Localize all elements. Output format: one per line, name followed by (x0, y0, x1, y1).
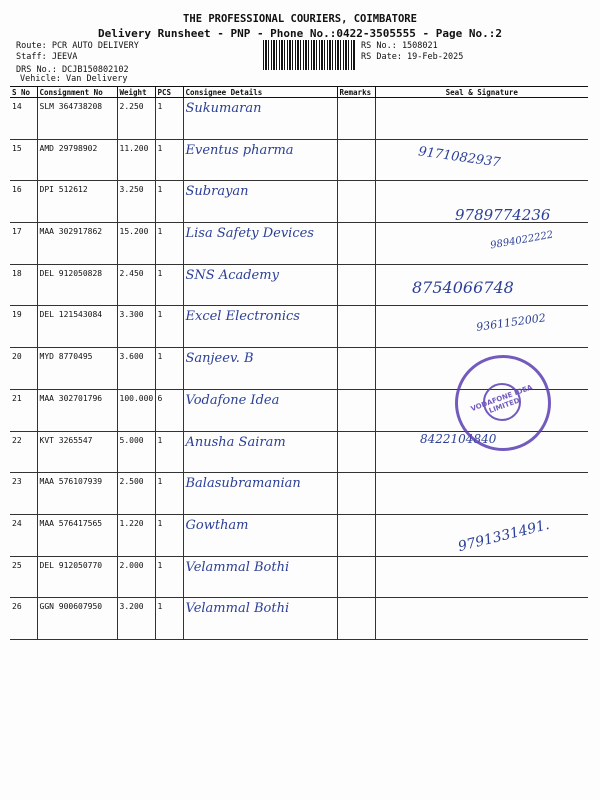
row-pcs: 6 (155, 389, 183, 431)
row-weight: 2.450 (117, 264, 155, 306)
rs-number: RS No.: 1508021 (361, 41, 438, 51)
barcode (263, 40, 355, 70)
row-sno: 24 (10, 514, 37, 556)
row-remarks (337, 139, 375, 181)
row-remarks (337, 514, 375, 556)
row-weight: 1.220 (117, 514, 155, 556)
row-consignment: MAA 302701796 (37, 389, 117, 431)
row-consignee: Anusha Sairam (183, 431, 337, 473)
vehicle-info: Vehicle: Van Delivery (20, 74, 128, 84)
drs-number: DRS No.: DCJB150802102 (16, 65, 129, 75)
signature-phone-19: 9361152002 (475, 311, 547, 334)
row-signature (375, 98, 588, 140)
row-consignee: Velammal Bothi (183, 556, 337, 598)
row-consignee: Eventus pharma (183, 139, 337, 181)
row-sno: 18 (10, 264, 37, 306)
row-weight: 2.500 (117, 473, 155, 515)
col-signature: Seal & Signature (375, 87, 588, 98)
signature-phone-18: 8754066748 (412, 278, 514, 297)
row-consignee: Sukumaran (183, 98, 337, 140)
row-consignment: MYD 8770495 (37, 348, 117, 390)
row-consignment: AMD 29798902 (37, 139, 117, 181)
row-sno: 19 (10, 306, 37, 348)
company-stamp (455, 355, 551, 451)
signature-phone-25: 9791331491. (456, 516, 552, 556)
row-consignment: DEL 912050770 (37, 556, 117, 598)
row-consignee: SNS Academy (183, 264, 337, 306)
row-remarks (337, 389, 375, 431)
rs-date: RS Date: 19-Feb-2025 (361, 52, 464, 62)
row-signature (375, 598, 588, 640)
row-sno: 22 (10, 431, 37, 473)
row-consignee: Excel Electronics (183, 306, 337, 348)
row-consignee: Lisa Safety Devices (183, 223, 337, 265)
table-row (10, 556, 588, 598)
stamp-text: VODAFONE IDEA LIMITED (469, 383, 534, 415)
col-pcs: PCS (155, 87, 183, 98)
row-weight: 2.000 (117, 556, 155, 598)
signature-phone-15: 9171082937 (417, 144, 502, 171)
row-remarks (337, 598, 375, 640)
row-remarks (337, 348, 375, 390)
row-consignee: Balasubramanian (183, 473, 337, 515)
staff-info: Staff: JEEVA (16, 52, 78, 62)
row-remarks (337, 223, 375, 265)
row-sno: 21 (10, 389, 37, 431)
row-weight: 15.200 (117, 223, 155, 265)
row-consignee: Vodafone Idea (183, 389, 337, 431)
signature-phone-16: 9789774236 (455, 206, 551, 224)
table-header (10, 87, 588, 98)
row-signature (375, 223, 588, 265)
signature-phone-17: 9894022222 (489, 229, 555, 252)
row-weight: 3.250 (117, 181, 155, 223)
col-consignee: Consignee Details (183, 87, 337, 98)
row-weight: 11.200 (117, 139, 155, 181)
row-pcs: 1 (155, 98, 183, 140)
row-weight: 5.000 (117, 431, 155, 473)
row-signature (375, 473, 588, 515)
row-remarks (337, 431, 375, 473)
row-sno: 17 (10, 223, 37, 265)
row-sno: 15 (10, 139, 37, 181)
row-consignee: Gowtham (183, 514, 337, 556)
row-remarks (337, 181, 375, 223)
row-consignee: Velammal Bothi (183, 598, 337, 640)
row-remarks (337, 473, 375, 515)
row-weight: 3.600 (117, 348, 155, 390)
row-signature (375, 556, 588, 598)
row-remarks (337, 98, 375, 140)
table-row (10, 473, 588, 515)
row-consignee: Subrayan (183, 181, 337, 223)
row-pcs: 1 (155, 306, 183, 348)
row-consignment: SLM 364738208 (37, 98, 117, 140)
row-pcs: 1 (155, 514, 183, 556)
row-remarks (337, 306, 375, 348)
route-info: Route: PCR AUTO DELIVERY (16, 41, 139, 51)
row-pcs: 1 (155, 556, 183, 598)
row-consignment: MAA 576417565 (37, 514, 117, 556)
row-sno: 25 (10, 556, 37, 598)
col-weight: Weight (117, 87, 155, 98)
company-title: THE PROFESSIONAL COURIERS, COIMBATORE (183, 13, 417, 25)
row-consignment: MAA 576107939 (37, 473, 117, 515)
runsheet-subtitle: Delivery Runsheet - PNP - Phone No.:0422-3505555 - Page No.:2 (98, 27, 502, 40)
col-sno: S No (10, 87, 37, 98)
row-pcs: 1 (155, 598, 183, 640)
row-remarks (337, 556, 375, 598)
row-weight: 2.250 (117, 98, 155, 140)
row-pcs: 1 (155, 264, 183, 306)
table-row (10, 139, 588, 181)
row-pcs: 1 (155, 139, 183, 181)
row-consignment: GGN 900607950 (37, 598, 117, 640)
row-sno: 20 (10, 348, 37, 390)
row-pcs: 1 (155, 348, 183, 390)
table-row (10, 598, 588, 640)
row-consignee: Sanjeev. B (183, 348, 337, 390)
row-sno: 14 (10, 98, 37, 140)
row-pcs: 1 (155, 223, 183, 265)
col-remarks: Remarks (337, 87, 375, 98)
row-consignment: DPI 512612 (37, 181, 117, 223)
row-consignment: KVT 3265547 (37, 431, 117, 473)
row-consignment: DEL 121543084 (37, 306, 117, 348)
row-weight: 3.200 (117, 598, 155, 640)
row-consignment: DEL 912050828 (37, 264, 117, 306)
row-pcs: 1 (155, 181, 183, 223)
row-weight: 100.000 (117, 389, 155, 431)
signature-phone-22: 8422104840 (420, 432, 497, 446)
row-pcs: 1 (155, 473, 183, 515)
row-sno: 23 (10, 473, 37, 515)
row-remarks (337, 264, 375, 306)
col-consignment: Consignment No (37, 87, 117, 98)
row-sno: 16 (10, 181, 37, 223)
row-pcs: 1 (155, 431, 183, 473)
row-weight: 3.300 (117, 306, 155, 348)
table-row (10, 98, 588, 140)
row-sno: 26 (10, 598, 37, 640)
row-consignment: MAA 302917862 (37, 223, 117, 265)
